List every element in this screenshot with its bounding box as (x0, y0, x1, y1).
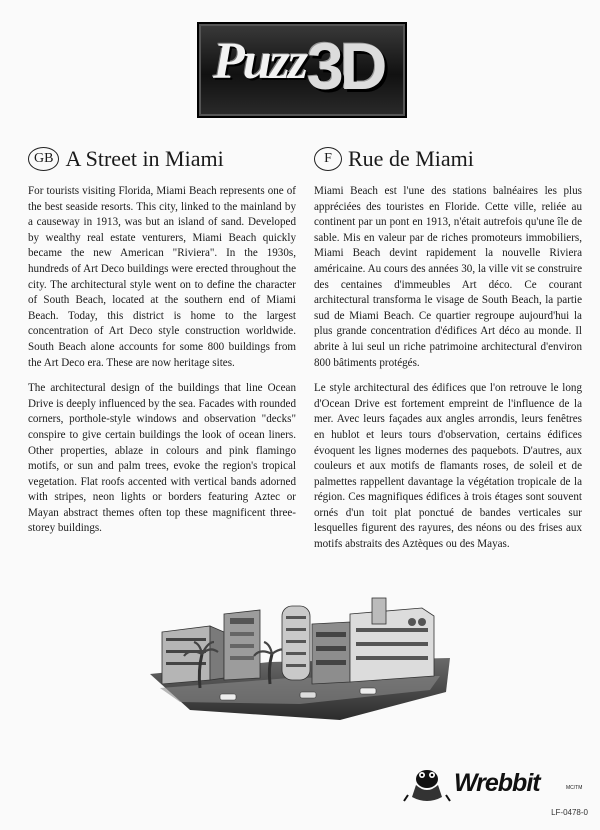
english-heading (28, 144, 296, 174)
wrebbit-wordmark: Wrebbit (454, 769, 540, 797)
french-title: Rue de Miami (348, 146, 474, 171)
language-badge-f: F (314, 147, 342, 171)
english-title: A Street in Miami (65, 146, 224, 171)
logo-word-3d: 3D (307, 29, 384, 103)
wrebbit-logo (402, 765, 592, 805)
french-paragraph-1: Miami Beach est l'une des stations balnéaires les plus appréciées des touristes en Floride. Cette ville, reliée au continent par un pont en 1913, n'était autrefois qu'une île de sable. Mis en valeur par de riches promoteurs immobiliers, Miami Beach devint rapidement la nouvelle Riviera américaine. Au cours des années 30, la ville vit se construire des centaines d'immeubles Art déco. Ce courant architectural transforma le visage de South Beach, la partie sud de Miami Beach. Ce quartier regroupe aujourd'hui la plus grande concentration d'édifices Art déco au monde. Il abrite à lui seul un riche patrimoine architectural d'environ 800 bâtiments protégés. (314, 185, 583, 369)
english-column (28, 144, 296, 547)
miami-street-model-image (150, 592, 450, 722)
logo-word-puzz: Puzz (213, 33, 307, 90)
product-code: LF-0478-0 (551, 808, 588, 817)
french-heading (314, 144, 582, 174)
french-column (314, 144, 582, 563)
trademark-mark: MC/TM (566, 785, 583, 791)
english-paragraph-1: For tourists visiting Florida, Miami Beach represents one of the best seaside resorts. This city, linked to the mainland by a causeway in 1913, was but an island of sand. Developed by wealthy real estate venturers, Miami Beach quickly became the new American "Riviera". In the 1930s, hundreds of Art Deco buildings were erected throughout the city. The architectural style went on to define the character of South Beach, located at the southern end of Miami Beach. Today, this district is home to the largest concentration of Art Deco style construction worldwide. South Beach alone accounts for some 800 buildings from the Art Deco era. These are now heritage sites. (28, 185, 296, 369)
english-paragraph-2: The architectural design of the buildings that line Ocean Drive is deeply influenced by the sea. Facades with rounded corners, porthole-style windows and observation "decks" conspire to give certain buildings the look of ocean liners. Other properties, ablaze in colours and pink flamingo motifs, or sun and palm trees, evoke the region's tropical vegetation. Flat roofs accented with vertical bands adorned with stripes, neon lights or borders featuring Aztec or Mayan abstract themes often top these magnificent three-storey buildings. (28, 382, 296, 535)
wrebbit-frog-icon (402, 765, 452, 805)
puzz3d-logo (197, 22, 407, 118)
language-badge-gb: GB (28, 147, 59, 171)
french-paragraph-2: Le style architectural des édifices que l'on retrouve le long d'Ocean Drive est fortement empreint de l'influence de la mer. Avec leurs façades aux angles arrondis, leurs fenêtres en hublot et leurs tours d'observation, certains édifices évoquent les lignes modernes des paquebots. D'autres, aux couleurs et aux motifs de flamants roses, de soleil et de palmettes rappellent davantage la végétation tropicale de la région. Ces magnifiques édifices à trois étages sont souvent ornés d'un toit plat ponctué de bandes verticales sur lesquelles figurent des rayures, des néons ou des frises aux motifs abstraits des Aztèques ou des Mayas. (314, 382, 582, 551)
